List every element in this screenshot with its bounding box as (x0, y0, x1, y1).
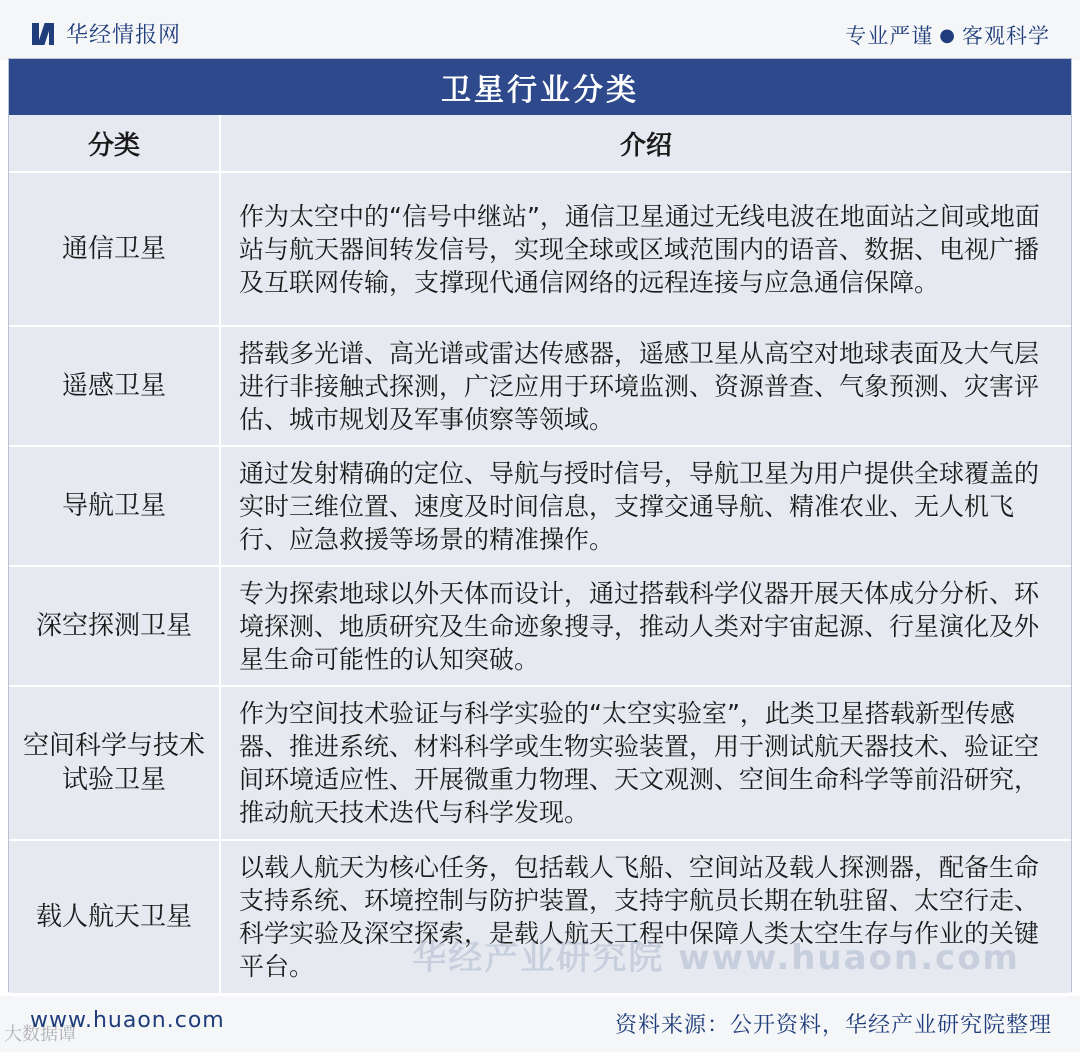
table-row (9, 447, 1071, 567)
footer (0, 996, 1080, 1052)
column-header-category: 分类 (9, 115, 221, 171)
row-category: 通信卫星 (9, 173, 221, 325)
row-description: 通过发射精确的定位、导航与授时信号，导航卫星为用户提供全球覆盖的实时三维位置、速度及时间信息，支撑交通导航、精准农业、无人机飞行、应急救援等场景的精准操作。 (239, 458, 1040, 554)
column-header-description: 介绍 (619, 130, 672, 161)
table-title: 卫星行业分类 (9, 59, 1071, 115)
brand (30, 18, 181, 49)
row-description: 以载人航天为核心任务，包括载人飞船、空间站及载人探测器，配备生命支持系统、环境控制与防护装置，支持宇航员长期在轨驻留、太空行走、科学实验及深空探索，是载人航天工程中保障人类太空生存与作业的关键平台。 (239, 853, 1040, 981)
row-category: 导航卫星 (9, 447, 221, 565)
footer-source: 资料来源：公开资料，华经产业研究院整理 (614, 1013, 1052, 1038)
row-description: 作为太空中的“信号中继站”，通信卫星通过无线电波在地面站之间或地面站与航天器间转发信号，实现全球或区域范围内的语音、数据、电视广播及互联网传输，支撑现代通信网络的远程连接与应急通信保障。 (239, 201, 1040, 297)
table-row (9, 173, 1071, 327)
row-category: 遥感卫星 (9, 327, 221, 445)
footer-mark: 大数据谭 (4, 1024, 76, 1045)
row-description: 专为探索地球以外天体而设计，通过搭载科学仪器开展天体成分分析、环境探测、地质研究及生命迹象搜寻，推动人类对宇宙起源、行星演化及外星生命可能性的认知突破。 (239, 578, 1040, 674)
classification-table (8, 58, 1072, 992)
slogan-right: 客观科学 (962, 24, 1050, 48)
slogan-dot-icon: ● (939, 24, 956, 46)
row-description: 搭载多光谱、高光谱或雷达传感器，遥感卫星从高空对地球表面及大气层进行非接触式探测，广泛应用于环境监测、资源普查、气象预测、灾害评估、城市规划及军事侦察等领域。 (239, 338, 1040, 434)
slogan (845, 20, 1050, 50)
slogan-left: 专业严谨 (845, 24, 934, 48)
table-row (9, 327, 1071, 447)
row-category: 空间科学与技术试验卫星 (9, 687, 221, 839)
footer-site-link[interactable]: www.huaon.com (30, 1008, 225, 1033)
top-bar (0, 0, 1080, 60)
watermark: 华经产业研究院 www.huaon.com (412, 938, 1020, 978)
row-category: 深空探测卫星 (9, 567, 221, 685)
row-category: 载人航天卫星 (9, 841, 221, 993)
table-row (9, 567, 1071, 687)
table-header-row (9, 115, 1071, 173)
brand-name: 华经情报网 (66, 23, 182, 48)
row-description: 作为空间技术验证与科学实验的“太空实验室”，此类卫星搭载新型传感器、推进系统、材料科学或生物实验装置，用于测试航天器技术、验证空间环境适应性、开展微重力物理、天文观测、空间生命科学等前沿研究，推动航天技术迭代与科学发现。 (239, 699, 1040, 827)
table-row (9, 687, 1071, 841)
logo-icon (30, 21, 56, 47)
